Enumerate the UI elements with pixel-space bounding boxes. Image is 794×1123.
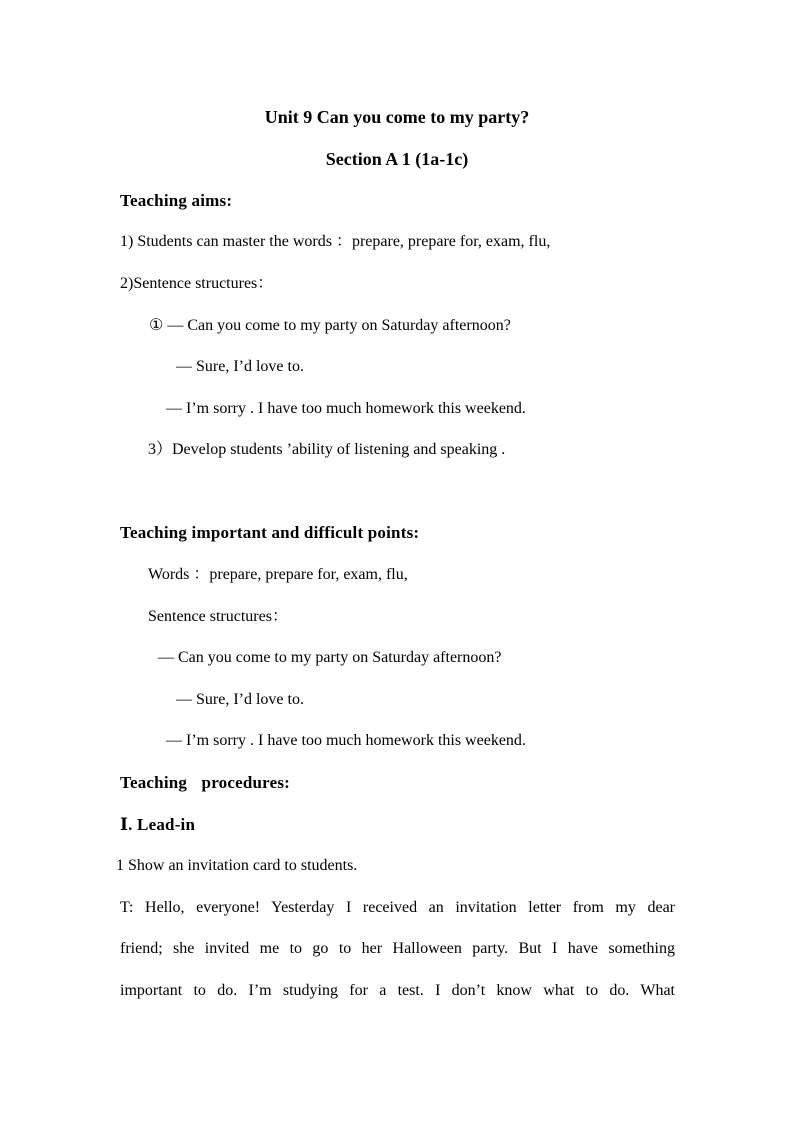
aims-item-2: 2)Sentence structures： — [120, 275, 274, 292]
aims-dialog-3: — I’m sorry . I have too much homework this weekend. — [166, 400, 526, 417]
aims-dialog-1: ① — Can you come to my party on Saturday afternoon? — [149, 317, 511, 334]
points-structures: Sentence structures： — [148, 608, 288, 625]
procedures-heading: Teaching procedures: — [120, 773, 291, 792]
points-dialog-1: — Can you come to my party on Saturday afternoon? — [158, 649, 502, 666]
points-dialog-3: — I’m sorry . I have too much homework this weekend. — [166, 732, 526, 749]
aims-dialog-2: — Sure, I’d love to. — [176, 358, 304, 375]
aims-item-1: 1) Students can master the words ：prepare, prepare for, exam, flu, — [120, 233, 551, 250]
dialogue-paragraph-line-3: important to do. I’m studying for a test. I don’t know what to do. What — [120, 982, 675, 999]
section-subtitle: Section A 1 (1a-1c) — [325, 149, 469, 169]
procedure-step-1: 1 Show an invitation card to students. — [116, 857, 358, 874]
dialogue-paragraph-line-2: friend; she invited me to go to her Halloween party. But I have something — [120, 940, 675, 957]
lead-in-heading: Ⅰ. Lead-in — [120, 815, 196, 834]
teaching-aims-heading: Teaching aims: — [120, 191, 233, 210]
document-title: Unit 9 Can you come to my party? — [264, 107, 530, 127]
points-words: Words ：prepare, prepare for, exam, flu, — [148, 566, 408, 583]
aims-item-3: 3）Develop students ’ability of listening and speaking . — [148, 441, 506, 458]
dialogue-paragraph-line-1: T: Hello, everyone! Yesterday I received an invitation letter from my dear — [120, 899, 675, 916]
points-dialog-2: — Sure, I’d love to. — [176, 691, 304, 708]
important-points-heading: Teaching important and difficult points: — [120, 523, 420, 542]
